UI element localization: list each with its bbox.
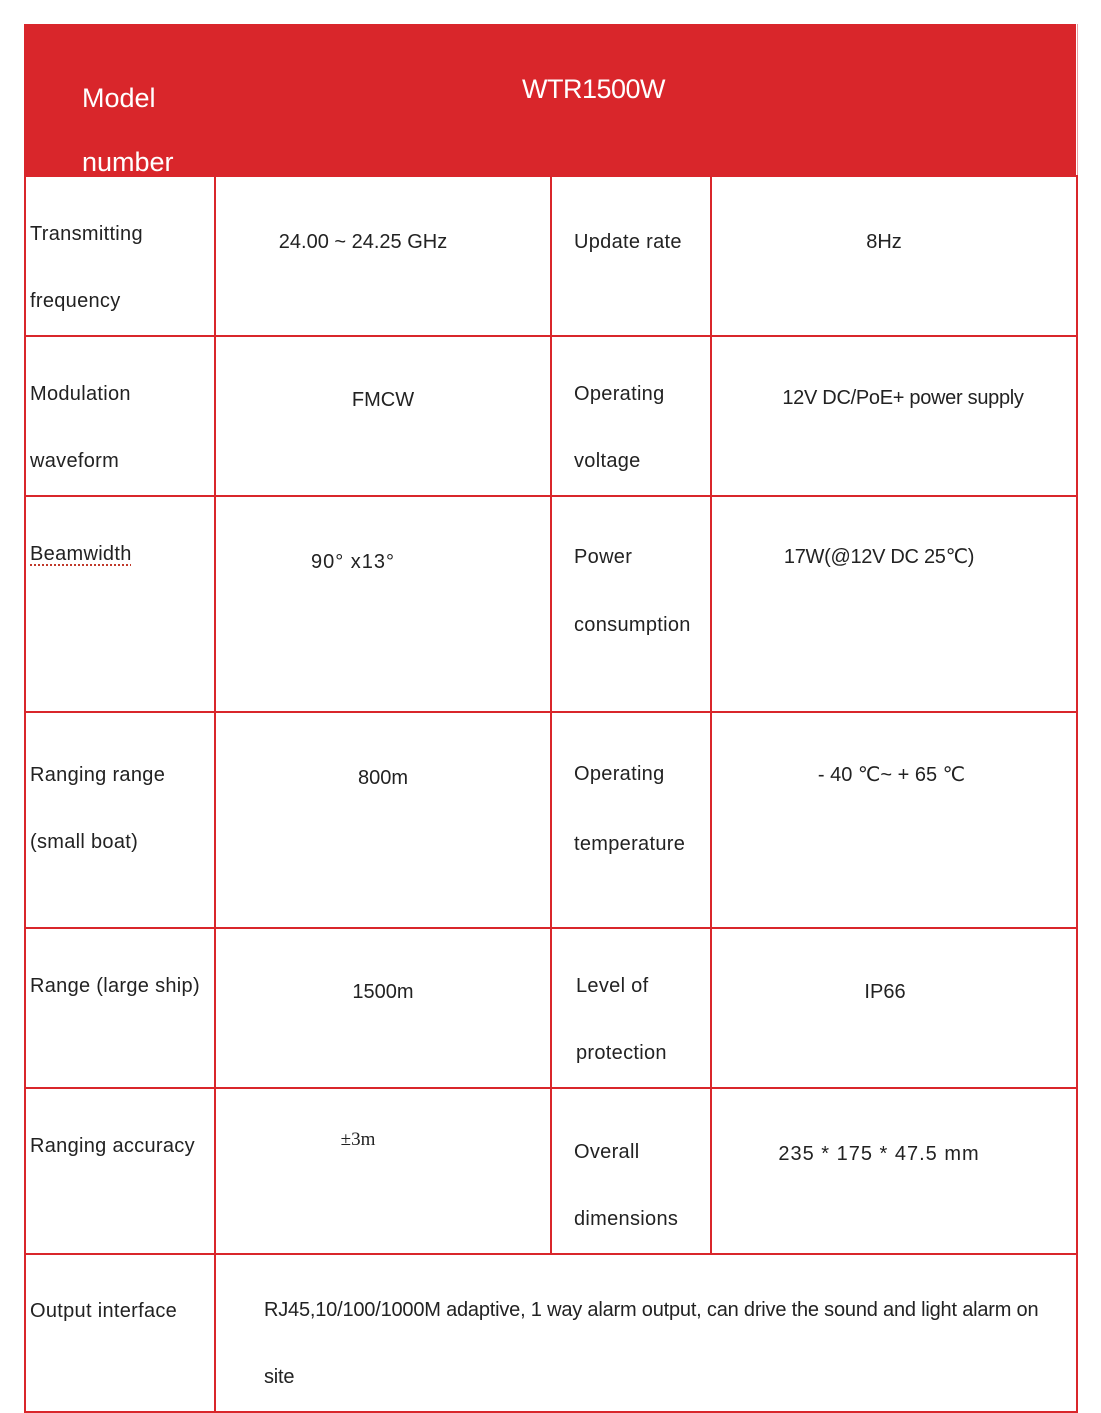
spec-label-cell	[551, 336, 711, 496]
spec-value: 90° x13°	[310, 551, 396, 573]
spec-value-cell	[711, 928, 1077, 1088]
spec-value: - 40 ℃~ + 65 ℃	[817, 764, 966, 786]
spec-value: 235 * 175 * 47.5 mm	[778, 1143, 980, 1165]
spec-label: Update rate	[574, 231, 682, 253]
spec-label	[26, 475, 214, 588]
spec-label-cell	[25, 176, 215, 336]
table-row	[25, 928, 1077, 1088]
spec-value: 12V DC/PoE+ power supply	[782, 387, 1024, 409]
spec-label: Operating temperature	[574, 763, 686, 855]
spec-label-cell	[551, 928, 711, 1088]
spec-label: Modulation waveform	[30, 383, 131, 472]
spec-value: 17W(@12V DC 25℃)	[783, 546, 975, 568]
table-row	[25, 176, 1077, 336]
table-row	[25, 496, 1077, 712]
spec-value: IP66	[864, 981, 906, 1003]
spec-value: 24.00 ~ 24.25 GHz	[278, 231, 448, 253]
spec-value: RJ45,10/100/1000M adaptive, 1 way alarm output, can drive the sound and light alarm on site	[264, 1299, 1039, 1388]
spec-value: 8Hz	[866, 231, 902, 253]
spec-value-cell	[215, 336, 551, 496]
spec-label: Level of protection	[576, 975, 667, 1064]
spec-sheet	[24, 24, 1076, 1388]
spec-label: Range (large ship)	[30, 975, 200, 997]
spec-value-cell	[711, 496, 1077, 712]
table-row	[25, 1254, 1077, 1412]
spec-value-cell	[215, 1254, 1077, 1412]
table-row	[25, 336, 1077, 496]
spec-label-cell	[551, 1088, 711, 1254]
spec-value-cell	[711, 1088, 1077, 1254]
spec-label-cell	[25, 712, 215, 928]
spec-label: Output interface	[30, 1300, 178, 1322]
spec-label-cell	[551, 712, 711, 928]
table-row	[25, 1088, 1077, 1254]
spec-value: ±3m	[340, 1129, 376, 1150]
spec-value-cell	[711, 712, 1077, 928]
model-number-label: Model number	[82, 83, 174, 177]
spec-label-cell	[25, 336, 215, 496]
spec-label: Transmitting frequency	[30, 223, 143, 312]
spec-value: 800m	[357, 767, 409, 789]
spec-label: Overall dimensions	[574, 1141, 679, 1230]
model-number-value: WTR1500W	[522, 74, 666, 104]
spec-label: Operating voltage	[574, 383, 665, 472]
spec-value-cell	[711, 176, 1077, 336]
spec-label-cell	[25, 1088, 215, 1254]
spec-value: 1500m	[352, 981, 414, 1003]
spec-label-cell	[25, 928, 215, 1088]
spec-label-cell	[551, 176, 711, 336]
table-row	[25, 712, 1077, 928]
spec-value-cell	[215, 1088, 551, 1254]
spec-label-cell	[25, 496, 215, 712]
spec-label: Power consumption	[574, 546, 691, 636]
spec-label: Ranging range (small boat)	[30, 764, 166, 853]
spec-label-cell	[25, 1254, 215, 1412]
spec-value-cell	[711, 336, 1077, 496]
spec-value-cell	[215, 712, 551, 928]
spec-value-cell	[215, 928, 551, 1088]
spec-label-cell	[551, 496, 711, 712]
spec-value-cell	[215, 496, 551, 712]
spec-value-cell	[215, 176, 551, 336]
spec-label: Ranging accuracy	[30, 1135, 195, 1157]
beamwidth-label-text: Beamwidth	[30, 543, 132, 565]
spec-value: FMCW	[351, 389, 415, 411]
spec-table	[24, 175, 1078, 1413]
model-header	[24, 24, 1076, 175]
